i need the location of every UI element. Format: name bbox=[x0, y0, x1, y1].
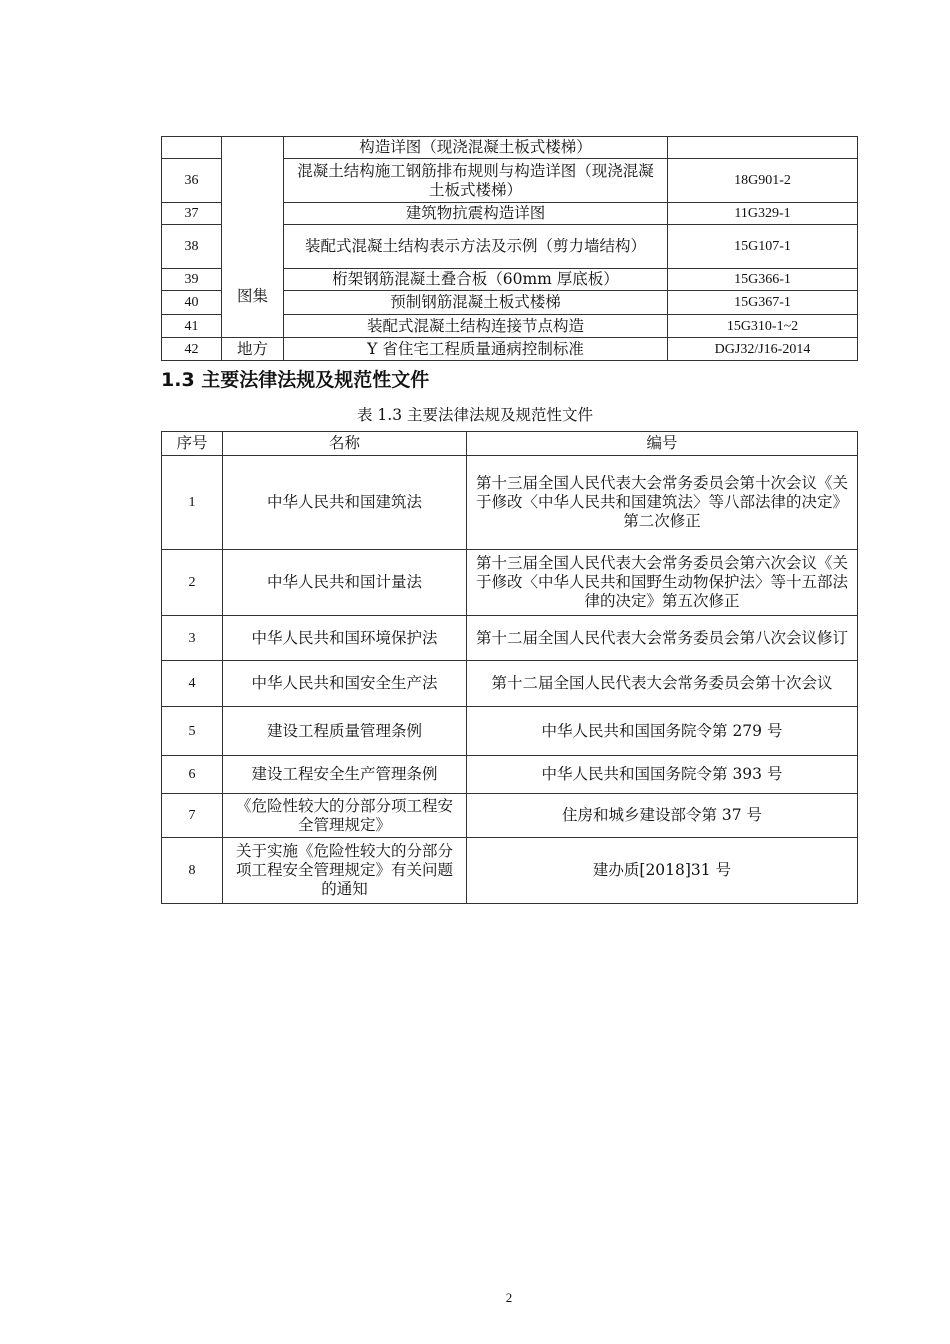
table-header-row bbox=[162, 432, 858, 456]
row-number: 37 bbox=[162, 203, 222, 225]
standard-code: 15G107-1 bbox=[668, 225, 858, 269]
law-name: 关于实施《危险性较大的分部分项工程安全管理规定》有关问题的通知 bbox=[223, 838, 467, 904]
row-number: 36 bbox=[162, 159, 222, 203]
law-code: 第十二届全国人民代表大会常务委员会第八次会议修订 bbox=[467, 616, 858, 661]
row-number: 39 bbox=[162, 269, 222, 291]
header-no: 序号 bbox=[162, 432, 223, 456]
header-name: 名称 bbox=[223, 432, 467, 456]
law-code: 住房和城乡建设部令第 37 号 bbox=[467, 794, 858, 838]
standard-code: 11G329-1 bbox=[668, 203, 858, 225]
row-number: 3 bbox=[162, 616, 223, 661]
table-row bbox=[162, 838, 858, 904]
law-code: 中华人民共和国国务院令第 393 号 bbox=[467, 756, 858, 794]
category-cell: 图集 bbox=[222, 137, 284, 338]
table-caption: 表 1.3 主要法律法规及规范性文件 bbox=[356, 406, 593, 424]
category-cell: 地方 bbox=[222, 338, 284, 361]
table-row bbox=[162, 794, 858, 838]
law-name: 建设工程质量管理条例 bbox=[223, 707, 467, 756]
law-code: 第十三届全国人民代表大会常务委员会第六次会议《关于修改〈中华人民共和国野生动物保护法〉等十五部法律的决定》第五次修正 bbox=[467, 550, 858, 616]
standard-name: Y 省住宅工程质量通病控制标准 bbox=[284, 338, 668, 361]
row-number: 42 bbox=[162, 338, 222, 361]
row-number: 4 bbox=[162, 661, 223, 707]
row-number: 38 bbox=[162, 225, 222, 269]
table-row bbox=[162, 756, 858, 794]
standard-name: 装配式混凝土结构表示方法及示例（剪力墙结构） bbox=[284, 225, 668, 269]
standard-code: 15G366-1 bbox=[668, 269, 858, 291]
standard-name: 构造详图（现浇混凝土板式楼梯） bbox=[284, 137, 668, 159]
row-number: 40 bbox=[162, 291, 222, 315]
standard-code: 15G367-1 bbox=[668, 291, 858, 315]
row-number: 6 bbox=[162, 756, 223, 794]
laws-table bbox=[161, 431, 858, 904]
header-code: 编号 bbox=[467, 432, 858, 456]
standard-code: 18G901-2 bbox=[668, 159, 858, 203]
row-number: 1 bbox=[162, 456, 223, 550]
table-row bbox=[162, 707, 858, 756]
row-number bbox=[162, 137, 222, 159]
standard-code: DGJ32/J16-2014 bbox=[668, 338, 858, 361]
law-code: 中华人民共和国国务院令第 279 号 bbox=[467, 707, 858, 756]
page-number: 2 bbox=[505, 1290, 513, 1305]
standard-name: 预制钢筋混凝土板式楼梯 bbox=[284, 291, 668, 315]
law-name: 中华人民共和国安全生产法 bbox=[223, 661, 467, 707]
row-number: 8 bbox=[162, 838, 223, 904]
table-row bbox=[162, 616, 858, 661]
standard-name: 装配式混凝土结构连接节点构造 bbox=[284, 315, 668, 338]
law-code: 第十三届全国人民代表大会常务委员会第十次会议《关于修改〈中华人民共和国建筑法〉等八部法律的决定》第二次修正 bbox=[467, 456, 858, 550]
law-name: 建设工程安全生产管理条例 bbox=[223, 756, 467, 794]
section-heading: 1.3 主要法律法规及规范性文件 bbox=[161, 369, 430, 391]
row-number: 41 bbox=[162, 315, 222, 338]
row-number: 2 bbox=[162, 550, 223, 616]
law-name: 中华人民共和国建筑法 bbox=[223, 456, 467, 550]
law-name: 中华人民共和国计量法 bbox=[223, 550, 467, 616]
table-row bbox=[162, 661, 858, 707]
table-row bbox=[162, 550, 858, 616]
standard-code bbox=[668, 137, 858, 159]
law-code: 第十二届全国人民代表大会常务委员会第十次会议 bbox=[467, 661, 858, 707]
table-row bbox=[162, 456, 858, 550]
standard-name: 桁架钢筋混凝土叠合板（60mm 厚底板） bbox=[284, 269, 668, 291]
row-number: 7 bbox=[162, 794, 223, 838]
standards-table bbox=[161, 136, 858, 361]
law-name: 《危险性较大的分部分项工程安全管理规定》 bbox=[223, 794, 467, 838]
row-number: 5 bbox=[162, 707, 223, 756]
table-row bbox=[162, 137, 858, 159]
law-code: 建办质[2018]31 号 bbox=[467, 838, 858, 904]
table-row bbox=[162, 338, 858, 361]
standard-name: 建筑物抗震构造详图 bbox=[284, 203, 668, 225]
standard-name: 混凝土结构施工钢筋排布规则与构造详图（现浇混凝土板式楼梯） bbox=[284, 159, 668, 203]
law-name: 中华人民共和国环境保护法 bbox=[223, 616, 467, 661]
standard-code: 15G310-1~2 bbox=[668, 315, 858, 338]
